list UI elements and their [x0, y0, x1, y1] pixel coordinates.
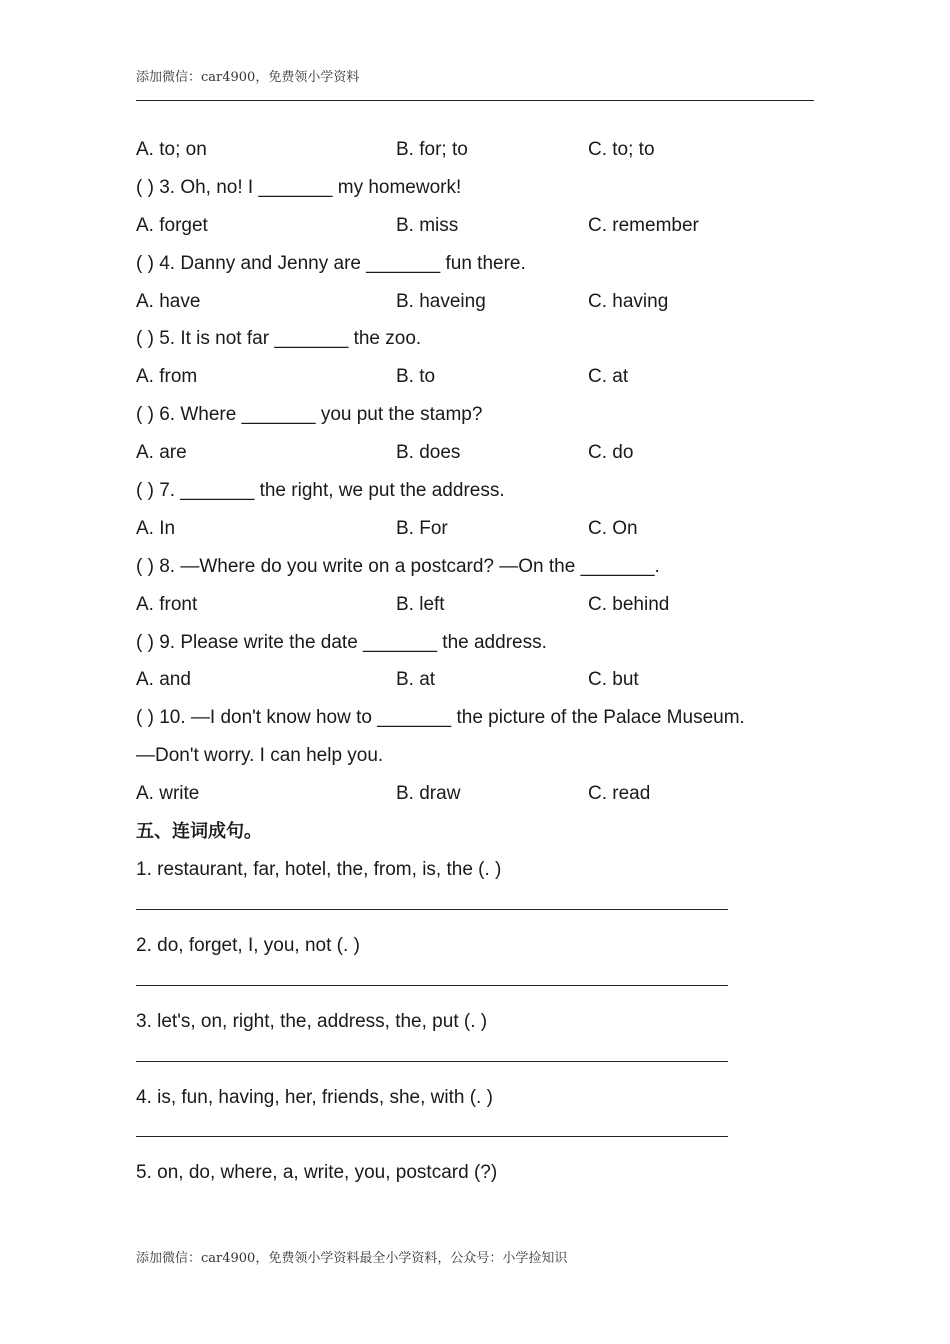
answer-line [136, 985, 728, 986]
option-b: B. to [396, 366, 436, 388]
question-8-options [136, 586, 826, 624]
option-b: B. at [396, 669, 436, 691]
question-3: ( ) 3. Oh, no! I _______ my homework! [136, 176, 462, 198]
answer-area-4[interactable] [136, 1116, 826, 1154]
question-6: ( ) 6. Where _______ you put the stamp? [136, 404, 483, 426]
option-c: C. behind [588, 593, 670, 615]
option-b: B. haveing [396, 290, 486, 312]
header-divider [136, 100, 814, 101]
question-4-options [136, 283, 826, 321]
page-header: 添加微信：car4900，免费领小学资料 [136, 70, 360, 85]
question-5: ( ) 5. It is not far _______ the zoo. [136, 328, 422, 350]
question-8: ( ) 8. —Where do you write on a postcard? —On the _______. [136, 555, 660, 577]
option-b: B. miss [396, 214, 459, 236]
option-a: A. write [136, 783, 200, 805]
option-c: C. On [588, 517, 638, 539]
sentence-item-3: 3. let's, on, right, the, address, the, put (. ) [136, 1010, 488, 1032]
option-a: A. have [136, 290, 201, 312]
question-5-options [136, 358, 826, 396]
option-a: A. In [136, 517, 176, 539]
question-10: ( ) 10. —I don't know how to _______ the picture of the Palace Museum. [136, 707, 745, 729]
option-b: B. left [396, 593, 445, 615]
option-b: B. For [396, 517, 448, 539]
sentence-item-4: 4. is, fun, having, her, friends, she, with (. ) [136, 1086, 493, 1108]
question-7: ( ) 7. _______ the right, we put the address. [136, 480, 505, 502]
question-10-options [136, 775, 826, 813]
option-c: C. to; to [588, 139, 655, 160]
option-a: A. and [136, 669, 191, 691]
option-c: C. remember [588, 214, 699, 236]
sentence-item-5: 5. on, do, where, a, write, you, postcard (?) [136, 1162, 498, 1184]
option-c: C. at [588, 366, 629, 388]
question-2-options [136, 131, 826, 169]
option-a: A. from [136, 366, 198, 388]
question-3-options [136, 207, 826, 245]
option-a: A. to; on [136, 139, 207, 160]
option-c: C. but [588, 669, 639, 691]
option-b: B. for; to [396, 139, 468, 160]
answer-line [136, 1061, 728, 1062]
question-9-options [136, 661, 826, 699]
answer-area-3[interactable] [136, 1041, 826, 1079]
question-9: ( ) 9. Please write the date _______ the address. [136, 631, 547, 653]
option-b: B. does [396, 442, 461, 464]
option-a: A. front [136, 593, 198, 615]
option-a: A. are [136, 442, 187, 464]
sentence-item-2: 2. do, forget, I, you, not (. ) [136, 934, 360, 956]
option-c: C. do [588, 442, 634, 464]
worksheet-body [136, 131, 826, 1192]
question-7-options [136, 510, 826, 548]
page-footer: 添加微信：car4900，免费领小学资料最全小学资料，公众号：小学捡知识 [136, 1251, 568, 1266]
question-6-options [136, 434, 826, 472]
question-10-reply: —Don't worry. I can help you. [136, 745, 384, 767]
answer-area-1[interactable] [136, 889, 826, 927]
option-b: B. draw [396, 783, 461, 805]
answer-line [136, 1136, 728, 1137]
option-c: C. read [588, 783, 651, 805]
sentence-item-1: 1. restaurant, far, hotel, the, from, is, the (. ) [136, 858, 502, 880]
answer-area-2[interactable] [136, 965, 826, 1003]
option-c: C. having [588, 290, 669, 312]
section-5-title: 五、连词成句。 [136, 821, 262, 842]
option-a: A. forget [136, 214, 208, 236]
question-4: ( ) 4. Danny and Jenny are _______ fun there. [136, 252, 526, 274]
answer-line [136, 909, 728, 910]
